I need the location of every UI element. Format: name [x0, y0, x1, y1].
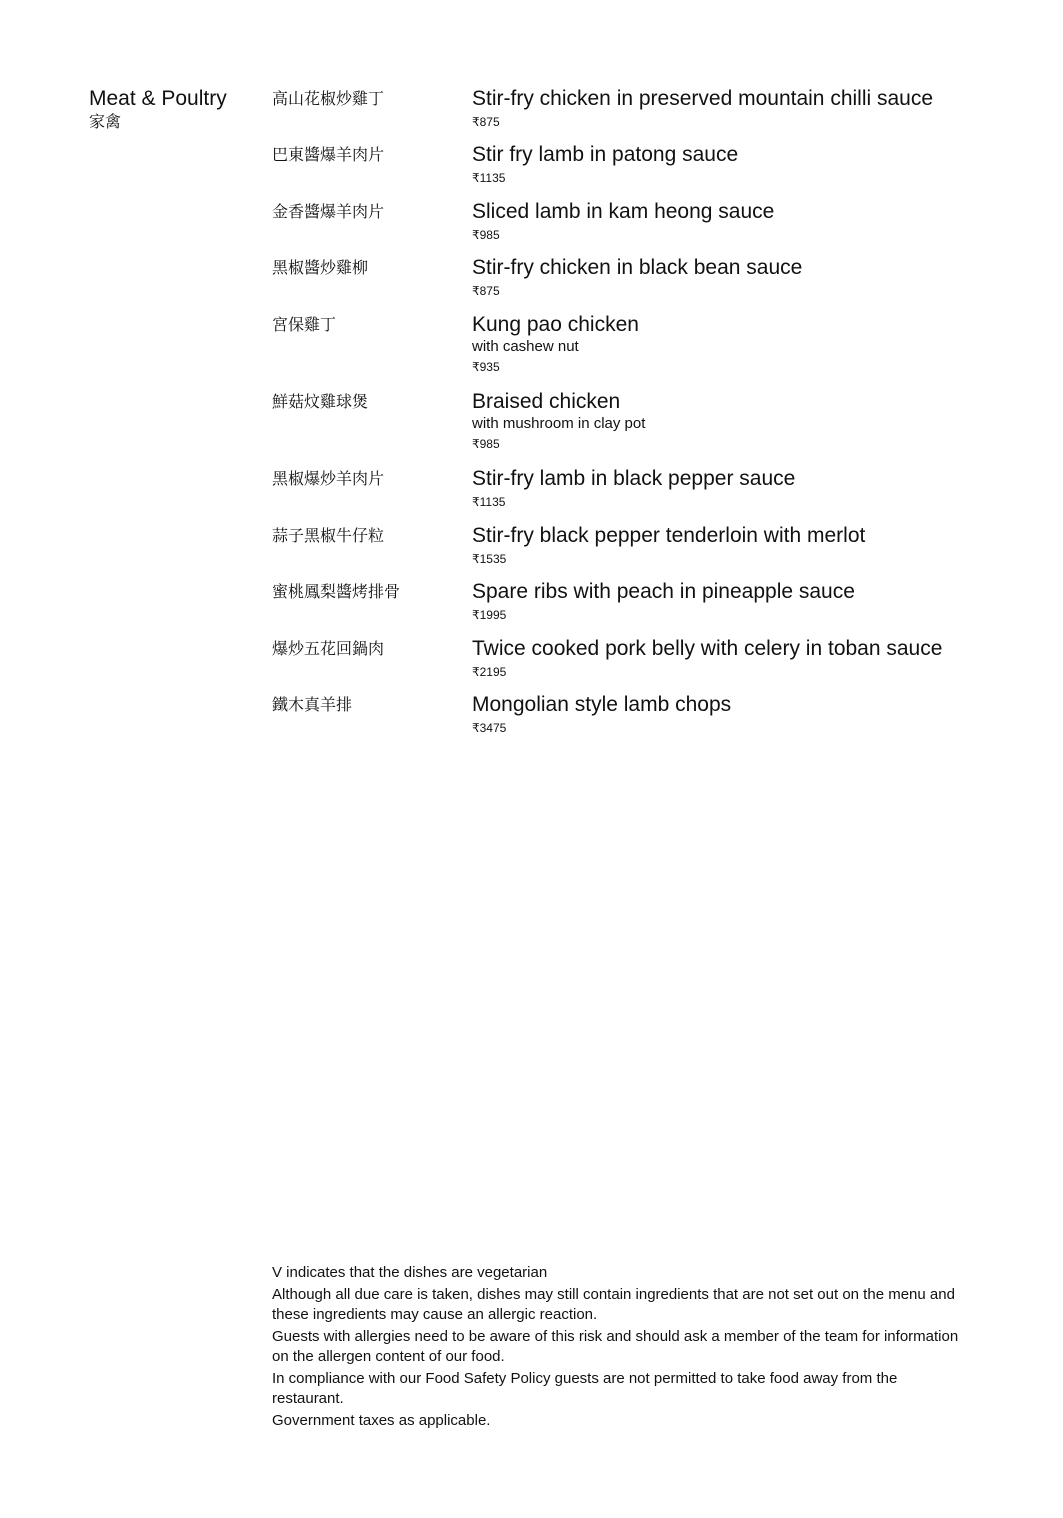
dish-price: ₹1535 — [472, 552, 507, 566]
dish-name-en: Mongolian style lamb chops — [472, 693, 732, 716]
dish-price: ₹3475 — [472, 721, 507, 735]
dish-name-zh: 高山花椒炒雞丁 — [272, 89, 385, 108]
dish-price: ₹2195 — [472, 665, 507, 679]
note-taxes: Government taxes as applicable. — [272, 1412, 491, 1429]
section-title — [89, 86, 227, 132]
dish-name-zh: 巴東醬爆羊肉片 — [272, 145, 385, 164]
dish-name-en: Stir-fry lamb in black pepper sauce — [472, 467, 796, 490]
dish-price: ₹985 — [472, 437, 500, 451]
section-title-en: Meat & Poultry — [89, 87, 227, 110]
dish-name-zh: 爆炒五花回鍋肉 — [272, 639, 385, 658]
dish-price: ₹1995 — [472, 608, 507, 622]
note-food-safety-policy: In compliance with our Food Safety Policy guests are not permitted to take food away from the restaurant. — [272, 1370, 898, 1407]
dish-name-en: Stir fry lamb in patong sauce — [472, 143, 739, 166]
dish-price: ₹935 — [472, 360, 500, 374]
dish-name-en: Stir-fry chicken in black bean sauce — [472, 256, 803, 279]
dish-price: ₹875 — [472, 115, 500, 129]
dish-name-en: Twice cooked pork belly with celery in toban sauce — [472, 637, 943, 660]
dish-price: ₹1135 — [472, 171, 506, 185]
dish-name-zh: 蒜子黑椒牛仔粒 — [272, 526, 385, 545]
note-allergy-advice: Guests with allergies need to be aware of this risk and should ask a member of the team for information on the allergen content of our food. — [272, 1328, 959, 1365]
dish-description: with cashew nut — [472, 338, 579, 355]
dish-name-zh: 黑椒醬炒雞柳 — [272, 258, 369, 277]
dish-price: ₹1135 — [472, 495, 506, 509]
dish-name-zh: 黑椒爆炒羊肉片 — [272, 469, 385, 488]
note-vegetarian: V indicates that the dishes are vegetarian — [272, 1264, 548, 1281]
menu-footnotes — [272, 1263, 972, 1433]
dish-name-zh: 宮保雞丁 — [272, 315, 337, 334]
note-allergen-warning: Although all due care is taken, dishes may still contain ingredients that are not set out on the menu and these ingredients may cause an allergic reaction. — [272, 1286, 955, 1323]
dish-price: ₹875 — [472, 284, 500, 298]
dish-name-en: Spare ribs with peach in pineapple sauce — [472, 580, 855, 603]
dish-name-zh: 鐵木真羊排 — [272, 695, 353, 714]
dish-name-en: Sliced lamb in kam heong sauce — [472, 200, 775, 223]
dish-name-en: Stir-fry chicken in preserved mountain chilli sauce — [472, 87, 934, 110]
dish-name-en: Stir-fry black pepper tenderloin with merlot — [472, 524, 866, 547]
dish-name-en: Braised chicken — [472, 390, 621, 413]
dish-name-zh: 鮮菇炆雞球煲 — [272, 392, 369, 411]
dish-name-en: Kung pao chicken — [472, 313, 639, 336]
dish-price: ₹985 — [472, 228, 500, 242]
dish-description: with mushroom in clay pot — [472, 415, 646, 432]
dish-name-zh: 蜜桃鳳梨醬烤排骨 — [272, 582, 401, 601]
section-title-zh: 家禽 — [89, 112, 122, 131]
dish-name-zh: 金香醬爆羊肉片 — [272, 202, 385, 221]
